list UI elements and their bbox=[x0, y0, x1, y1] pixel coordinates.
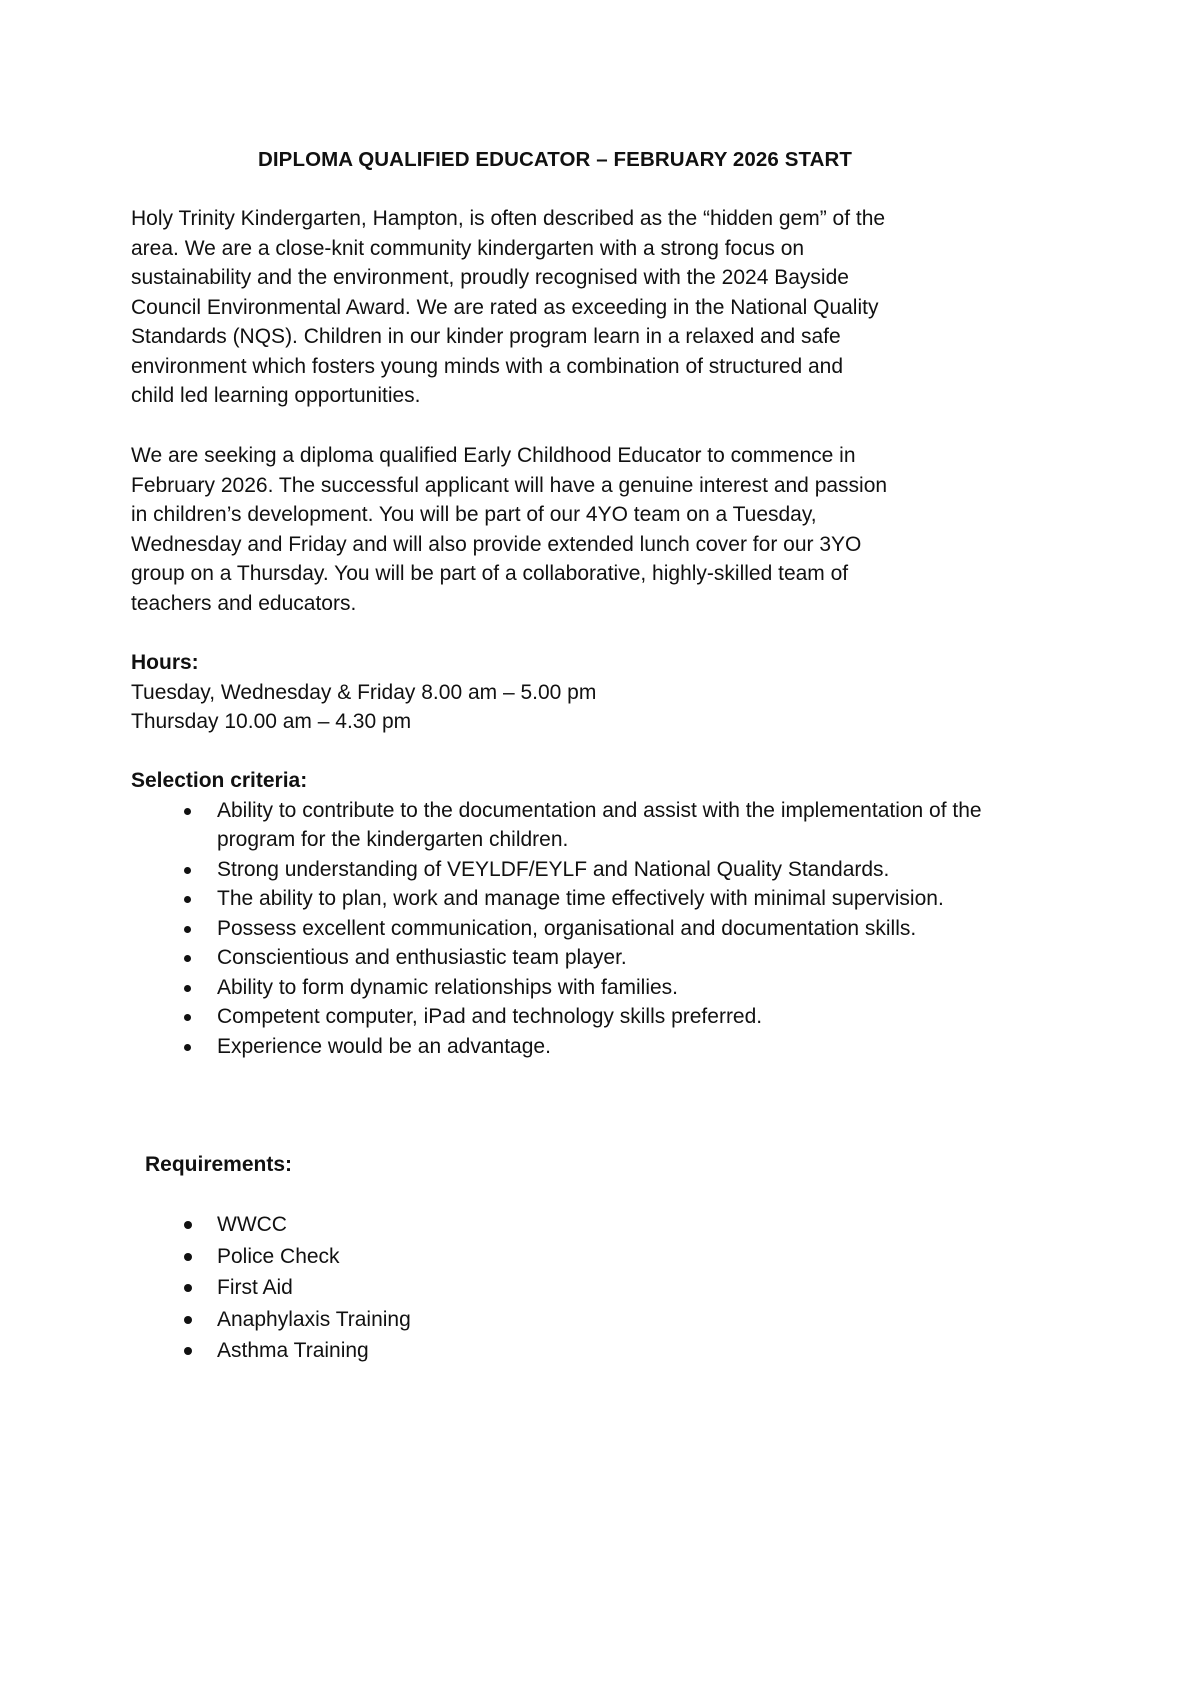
bullet-icon bbox=[184, 1347, 192, 1355]
list-item-text: WWCC bbox=[217, 1213, 287, 1236]
list-item bbox=[131, 1304, 991, 1336]
bullet-icon bbox=[184, 1014, 191, 1021]
bullet-icon bbox=[184, 1221, 192, 1229]
list-item-text: Ability to form dynamic relationships with families. bbox=[217, 975, 678, 999]
hours-line: Thursday 10.00 am – 4.30 pm bbox=[131, 710, 412, 733]
bullet-icon bbox=[184, 1284, 192, 1292]
seeking-paragraph bbox=[131, 441, 991, 618]
requirements-heading: Requirements: bbox=[145, 1153, 293, 1176]
intro-paragraph bbox=[131, 204, 991, 411]
intro-line: sustainability and the environment, proudly recognised with the 2024 Bayside bbox=[131, 266, 849, 289]
hours-section bbox=[131, 648, 991, 737]
list-item-text: Strong understanding of VEYLDF/EYLF and National Quality Standards. bbox=[217, 857, 890, 881]
list-item bbox=[131, 1272, 991, 1304]
bullet-icon bbox=[184, 1044, 191, 1051]
list-item bbox=[131, 943, 991, 973]
list-item-text: The ability to plan, work and manage time effectively with minimal supervision. bbox=[217, 887, 944, 910]
list-item-text: Asthma Training bbox=[217, 1339, 369, 1362]
intro-line: area. We are a close-knit community kindergarten with a strong focus on bbox=[131, 236, 805, 260]
intro-line: Standards (NQS). Children in our kinder program learn in a relaxed and safe bbox=[131, 325, 841, 348]
list-item bbox=[131, 855, 991, 885]
page-title: DIPLOMA QUALIFIED EDUCATOR – FEBRUARY 2026 START bbox=[257, 148, 853, 171]
seeking-line: We are seeking a diploma qualified Early Childhood Educator to commence in bbox=[131, 444, 856, 467]
seeking-line: group on a Thursday. You will be part of a collaborative, highly-skilled team of bbox=[131, 562, 849, 585]
bullet-icon bbox=[184, 926, 191, 933]
list-item-text: Ability to contribute to the documentation and assist with the implementation of the program for the kindergarten children. bbox=[217, 798, 982, 851]
list-item-text: Conscientious and enthusiastic team player. bbox=[217, 946, 627, 969]
list-item bbox=[131, 914, 991, 944]
list-item-text: Possess excellent communication, organisational and documentation skills. bbox=[217, 916, 917, 940]
intro-line: environment which fosters young minds with a combination of structured and bbox=[131, 354, 844, 378]
list-item-text: First Aid bbox=[217, 1276, 293, 1299]
seeking-line: Wednesday and Friday and will also provide extended lunch cover for our 3YO bbox=[131, 532, 862, 556]
bullet-icon bbox=[184, 808, 191, 815]
seeking-line: teachers and educators. bbox=[131, 591, 357, 615]
bullet-icon bbox=[184, 985, 191, 992]
list-item-text: Competent computer, iPad and technology skills preferred. bbox=[217, 1005, 763, 1028]
list-item bbox=[131, 1032, 991, 1062]
intro-line: child led learning opportunities. bbox=[131, 384, 421, 407]
list-item bbox=[131, 796, 991, 855]
list-item-text: Experience would be an advantage. bbox=[217, 1034, 551, 1058]
list-item bbox=[131, 1241, 991, 1273]
list-item bbox=[131, 1209, 991, 1241]
bullet-icon bbox=[184, 955, 191, 962]
hours-heading: Hours: bbox=[131, 651, 199, 674]
selection-criteria-list bbox=[131, 796, 991, 1062]
selection-criteria-heading: Selection criteria: bbox=[131, 769, 308, 792]
seeking-line: in children’s development. You will be part of our 4YO team on a Tuesday, bbox=[131, 503, 817, 526]
requirements-section bbox=[131, 1209, 991, 1367]
list-item bbox=[131, 973, 991, 1003]
hours-line: Tuesday, Wednesday & Friday 8.00 am – 5.00 pm bbox=[131, 680, 597, 704]
intro-line: Holy Trinity Kindergarten, Hampton, is often described as the “hidden gem” of the bbox=[131, 207, 886, 230]
list-item-text: Anaphylaxis Training bbox=[217, 1307, 411, 1331]
list-item bbox=[131, 1335, 991, 1367]
selection-criteria-section bbox=[131, 766, 991, 1061]
intro-line: Council Environmental Award. We are rated as exceeding in the National Quality bbox=[131, 295, 879, 319]
seeking-line: February 2026. The successful applicant will have a genuine interest and passion bbox=[131, 473, 888, 497]
bullet-icon bbox=[184, 1316, 192, 1324]
list-item bbox=[131, 884, 991, 914]
list-item-text: Police Check bbox=[217, 1244, 340, 1268]
bullet-icon bbox=[184, 867, 191, 874]
requirements-list bbox=[131, 1209, 991, 1367]
list-item bbox=[131, 1002, 991, 1032]
bullet-icon bbox=[184, 1253, 192, 1261]
bullet-icon bbox=[184, 896, 191, 903]
